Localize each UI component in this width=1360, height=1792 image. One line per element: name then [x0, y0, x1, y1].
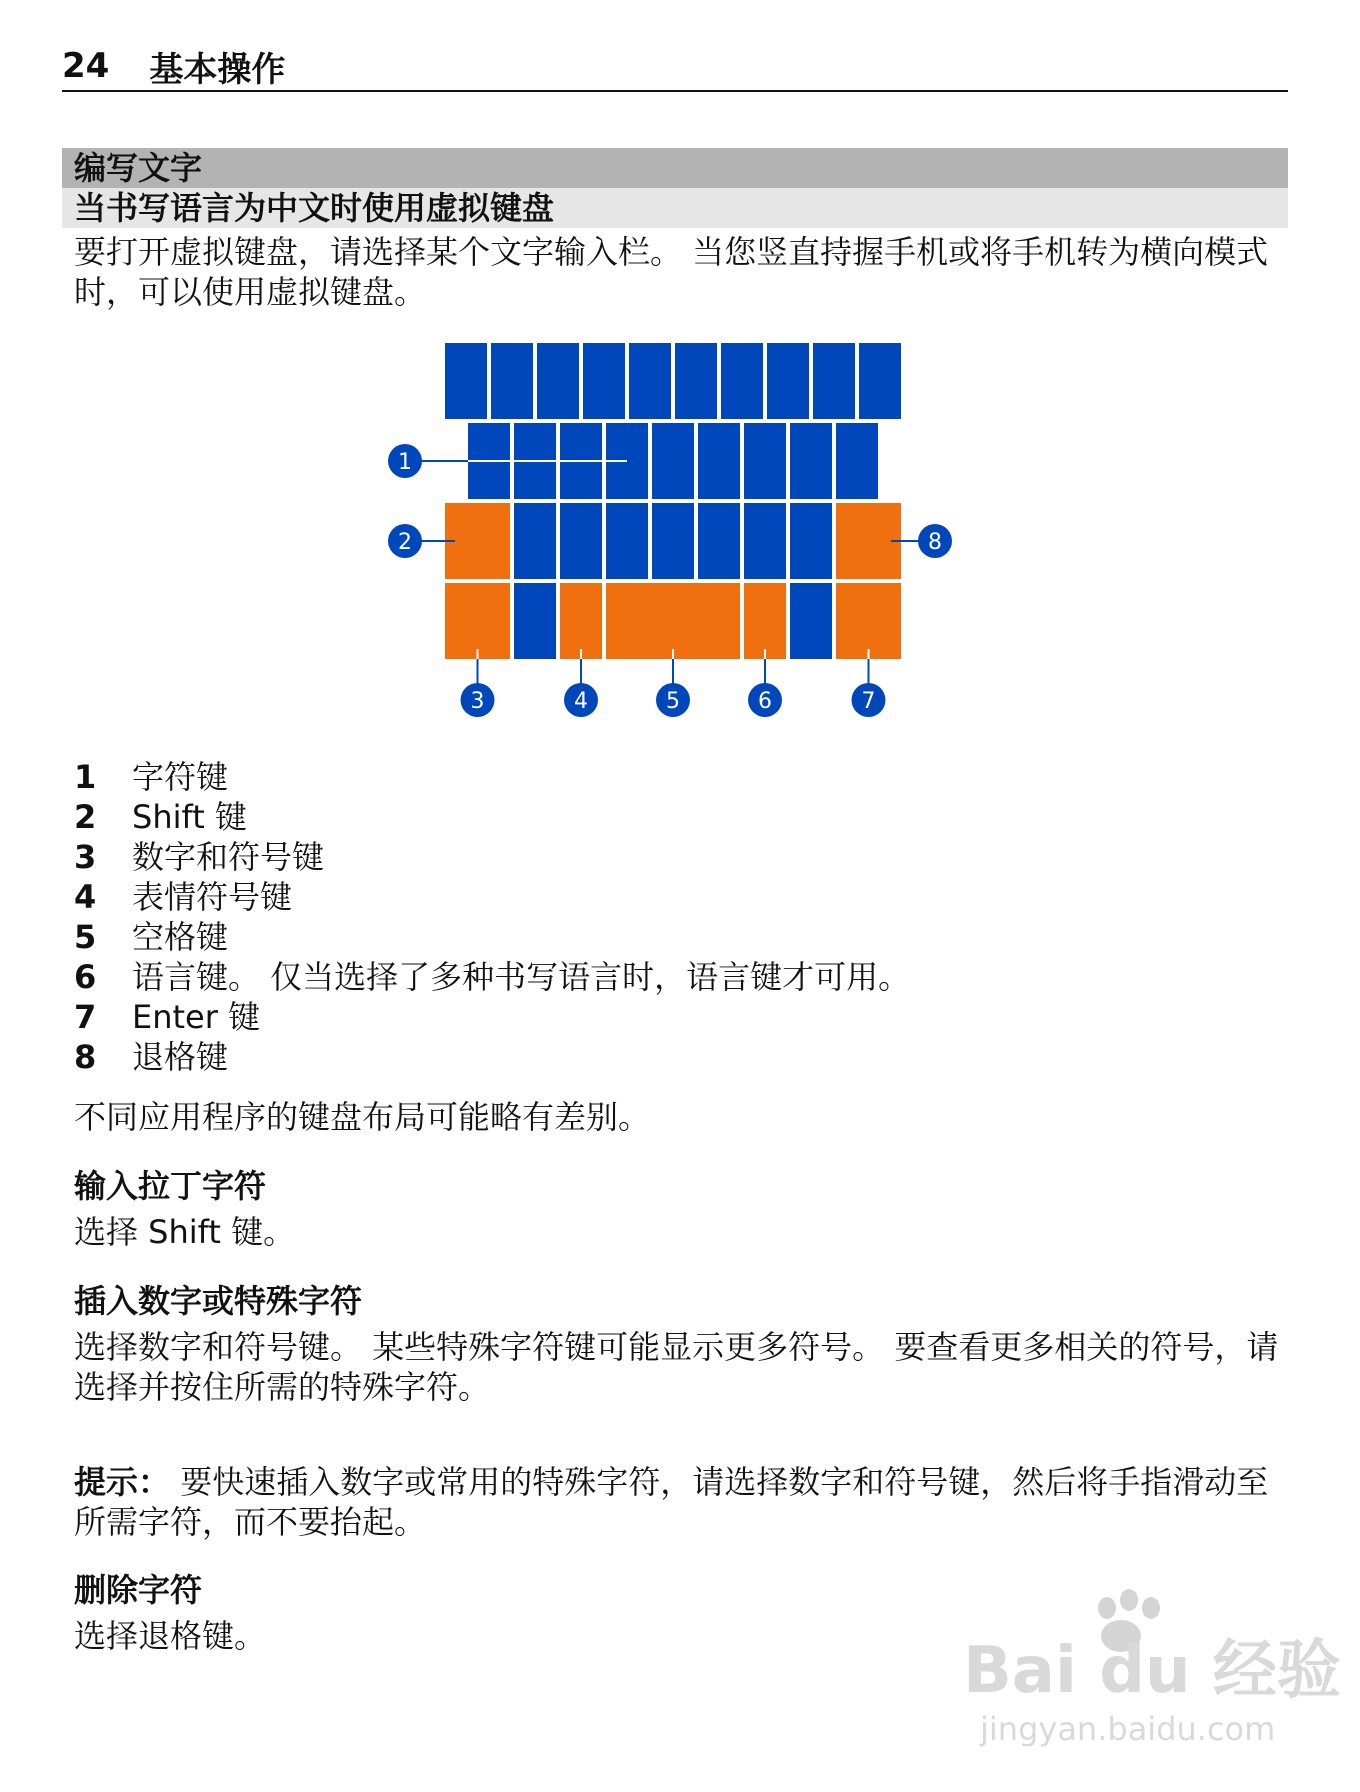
character-key [560, 503, 602, 579]
character-key [836, 423, 878, 499]
legend-number: 2 [74, 798, 97, 836]
legend-item [74, 877, 910, 917]
callout-number: 2 [398, 530, 412, 555]
virtual-keyboard-diagram [370, 335, 970, 730]
character-key [744, 503, 786, 579]
character-key [606, 503, 648, 579]
character-key [537, 343, 579, 419]
legend-list [74, 757, 910, 1077]
callout-number: 4 [574, 689, 588, 714]
character-key [652, 423, 694, 499]
character-key [744, 423, 786, 499]
baidu-jingyan-watermark [955, 1580, 1341, 1755]
character-key [790, 423, 832, 499]
character-key [629, 343, 671, 419]
watermark-brand: Bai du 经验 [963, 1634, 1341, 1708]
page-number: 24 [62, 46, 110, 86]
legend-item [74, 837, 910, 877]
keyboard-keys [445, 343, 901, 659]
legend-text: 表情符号键 [132, 878, 293, 916]
character-key [813, 343, 855, 419]
section-title: 编写文字 [62, 148, 1288, 188]
legend-number: 3 [74, 838, 97, 876]
character-key [514, 583, 556, 659]
legend-text: 字符键 [132, 758, 229, 796]
character-key [675, 343, 717, 419]
legend-text: Shift 键 [132, 798, 247, 836]
intro-paragraph: 要打开虚拟键盘，请选择某个文字输入栏。 当您竖直持握手机或将手机转为横向模式时，可以使用虚拟键盘。 [74, 233, 1269, 311]
enter-key [836, 583, 901, 659]
character-key [491, 343, 533, 419]
callout-number: 5 [666, 689, 680, 714]
legend-number: 4 [74, 878, 97, 916]
legend-item [74, 957, 910, 997]
character-key [583, 343, 625, 419]
legend-text: 语言键。 仅当选择了多种书写语言时，语言键才可用。 [132, 958, 911, 996]
legend-number: 6 [74, 958, 97, 996]
callout-number: 1 [398, 450, 412, 475]
legend-number: 5 [74, 918, 97, 956]
legend-text: 数字和符号键 [132, 838, 325, 876]
legend-item [74, 757, 910, 797]
delete-heading: 删除字符 [74, 1571, 203, 1609]
page-header [62, 42, 1288, 92]
character-key [790, 503, 832, 579]
character-key [698, 503, 740, 579]
numbers-symbols-key [445, 583, 510, 659]
legend-text: Enter 键 [132, 998, 261, 1036]
legend-number: 8 [74, 1038, 97, 1076]
special-body: 选择数字和符号键。 某些特殊字符键可能显示更多符号。 要查看更多相关的符号，请选择并按住所需的特殊字符。 [74, 1328, 1279, 1406]
latin-heading: 输入拉丁字符 [74, 1167, 267, 1205]
emoji-key [560, 583, 602, 659]
layout-note: 不同应用程序的键盘布局可能略有差别。 [74, 1098, 651, 1136]
legend-item [74, 997, 910, 1037]
legend-number: 1 [74, 758, 97, 796]
chapter-title: 基本操作 [149, 49, 286, 90]
language-key [744, 583, 786, 659]
callout-number: 6 [758, 689, 772, 714]
delete-body: 选择退格键。 [74, 1617, 267, 1655]
character-key [652, 503, 694, 579]
tip-body: 要快速插入数字或常用的特殊字符，请选择数字和符号键，然后将手指滑动至所需字符，而不要抬起。 [74, 1463, 1269, 1541]
tip-paragraph [74, 1462, 1284, 1542]
legend-item [74, 917, 910, 957]
space-key [606, 583, 740, 659]
tip-label: 提示： [74, 1463, 171, 1501]
legend-text: 退格键 [132, 1038, 229, 1076]
subsection-title: 当书写语言为中文时使用虚拟键盘 [62, 188, 1288, 228]
character-key [721, 343, 763, 419]
legend-item [74, 797, 910, 837]
legend-number: 7 [74, 998, 97, 1036]
legend-item [74, 1037, 910, 1077]
character-key [514, 503, 556, 579]
callout-number: 3 [470, 689, 485, 714]
latin-body: 选择 Shift 键。 [74, 1213, 296, 1251]
callout-number: 8 [928, 530, 942, 555]
character-key [698, 423, 740, 499]
legend-text: 空格键 [132, 918, 229, 956]
character-key [859, 343, 901, 419]
character-key [445, 343, 487, 419]
callout-number: 7 [861, 689, 876, 714]
watermark-url: jingyan.baidu.com [980, 1710, 1276, 1748]
special-heading: 插入数字或特殊字符 [74, 1282, 363, 1320]
character-key [790, 583, 832, 659]
character-key [767, 343, 809, 419]
